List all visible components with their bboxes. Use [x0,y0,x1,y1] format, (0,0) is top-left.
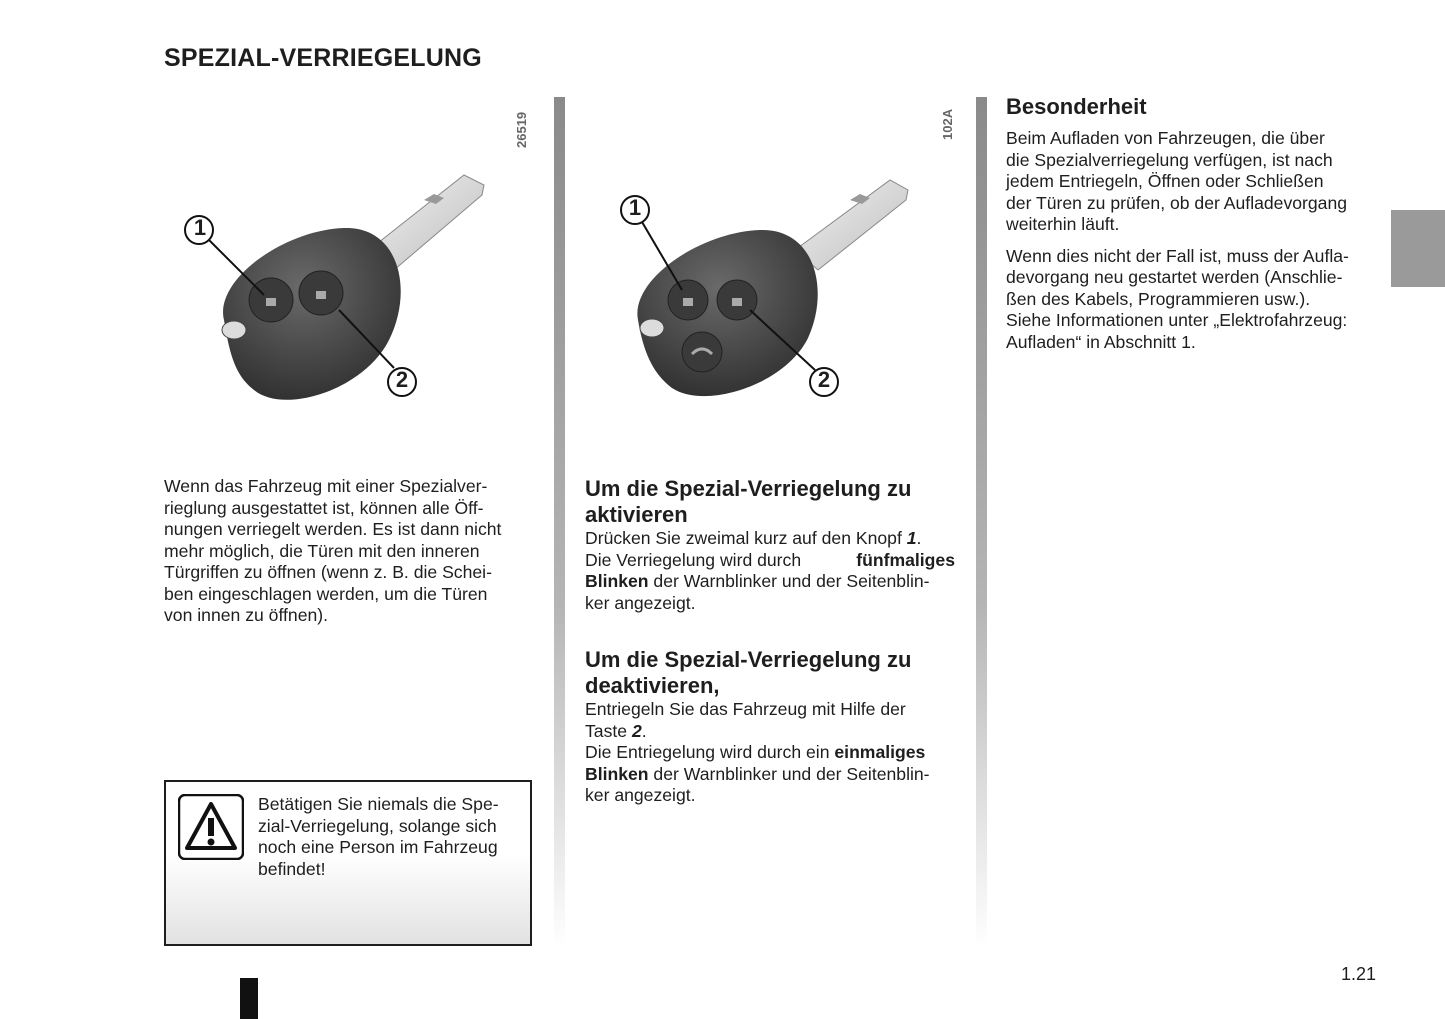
text-line: der Türen zu prüfen, ob der Aufladevorgang [1006,192,1348,213]
text-line: rieglung ausgestattet ist, können alle Öff- [164,497,484,518]
deactivate-heading-line-2: deaktivieren, [585,673,720,698]
activate-heading-line-1: Um die Spezial-Verriegelung zu [585,476,912,501]
text-line: Aufladen“ in Abschnitt 1. [1006,331,1196,352]
special-note-paragraph-2 [1006,246,1377,354]
text-line: Türgriffen zu öffnen (wenn z. B. die Schei- [164,562,492,582]
key-blade [795,180,908,270]
text-line: Siehe Informationen unter „Elektrofahrzeug: [1006,310,1348,330]
text-line: jedem Entriegeln, Öffnen oder Schließen [1006,171,1324,191]
key-body [223,228,401,400]
key-ring-hole [640,319,664,337]
figure-code-middle: 102A [940,108,955,140]
text-line: die Spezialverriegelung verfügen, ist nach [1006,149,1333,170]
page-edge-marker [240,978,258,1019]
callout-label-1: 1 [628,195,642,220]
text-line: weiterhin läuft. [1006,214,1120,234]
text-line: von innen zu öffnen). [164,605,329,625]
warning-text [258,794,520,880]
unlock-icon [732,298,742,306]
text-line: nungen verriegelt werden. Es ist dann nicht [164,519,502,539]
figure-code-left: 26519 [514,111,529,148]
text-line: ker angezeigt. [585,592,696,613]
activate-heading-line-2: aktivieren [585,502,688,527]
trunk-button [682,332,722,372]
section-tab [1391,210,1445,287]
text-line: Die Entriegelung wird durch ein einmaliges [585,742,926,762]
callout-label-2: 2 [395,367,409,392]
text-line: Taste 2. [585,720,647,741]
text-line: zial-Verriegelung, solange sich [258,815,497,836]
text-line: Drücken Sie zweimal kurz auf den Knopf 1. [585,528,922,548]
text-line: Blinken der Warnblinker und der Seitenblin- [585,571,930,591]
special-note-paragraph-1 [1006,128,1377,236]
text-line: Beim Aufladen von Fahrzeugen, die über [1006,128,1325,148]
callout-label-1: 1 [193,215,207,240]
callout-label-2: 2 [817,367,831,392]
lock-icon [266,298,276,306]
deactivate-section [585,647,955,807]
text-line: befindet! [258,858,326,879]
text-line: Blinken der Warnblinker und der Seitenblin- [585,763,930,784]
text-line: Wenn das Fahrzeug mit einer Spezialver- [164,476,488,496]
deactivate-heading-line-1: Um die Spezial-Verriegelung zu [585,647,912,672]
special-note-section [1006,94,1377,353]
page-number: 1.21 [1341,964,1377,984]
key-figure-left [164,150,544,420]
text-line: mehr möglich, die Türen mit den inneren [164,540,480,561]
text-line: ßen des Kabels, Programmieren usw.). [1006,288,1311,309]
text-line: Wenn dies nicht der Fall ist, muss der Aufla- [1006,245,1349,266]
special-note-heading: Besonderheit [1006,94,1147,119]
warning-box [164,780,532,946]
text-line: devorgang neu gestartet werden (Anschlie- [1006,267,1343,287]
intro-paragraph [164,476,534,627]
key-ring-hole [222,321,246,339]
column-divider-right [976,97,987,947]
page-title: SPEZIAL-VERRIEGELUNG [164,44,482,72]
text-line: Die Verriegelung wird durch fünfmaliges [585,549,955,570]
text-line: Betätigen Sie niemals die Spe- [258,794,499,814]
text-line: ker angezeigt. [585,785,696,805]
activate-section [585,476,955,614]
lock-icon [683,298,693,306]
text-line: noch eine Person im Fahrzeug [258,837,498,857]
warning-triangle-icon [178,794,244,860]
text-line: ben eingeschlagen werden, um die Türen [164,583,488,604]
unlock-icon [316,291,326,299]
text-line: Entriegeln Sie das Fahrzeug mit Hilfe der [585,699,906,719]
column-divider-left [554,97,565,947]
